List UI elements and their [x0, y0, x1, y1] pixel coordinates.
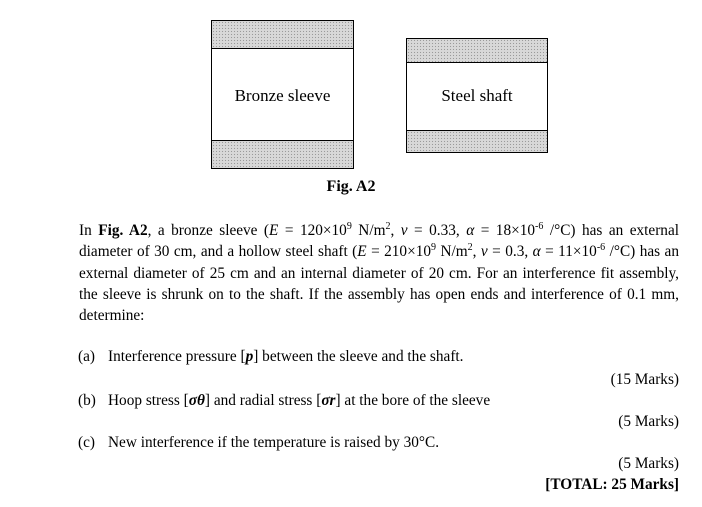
question-c-tag: (c) [78, 434, 95, 451]
bronze-sleeve-top-wall [212, 21, 353, 49]
bronze-sleeve-diagram [211, 20, 354, 169]
question-b-tag: (b) [78, 392, 96, 409]
question-c-marks: (5 Marks) [618, 455, 679, 472]
question-a-marks: (15 Marks) [610, 371, 679, 388]
bronze-sleeve-label: Bronze sleeve [234, 86, 331, 105]
problem-statement: In Fig. A2, a bronze sleeve ($E = 120\times 10^9$ $N/m^2$, ν = 0.33, $\alpha = 18\times 10^{-6}$ /°C) has an external diameter of 30 cm, and a hollow steel shaft ($E = 210\times 10^9$ $N/m^2$, ν = 0.3, $\alpha = 11\times 10^{-6}$ /°C) has an external diameter of 25 cm and an internal diameter of 20 cm. For an interference fit assembly, the sleeve is shrunk on to the shaft. If the assembly has open ends and interference of 0.1 mm, determine: [79, 220, 679, 325]
question-b-marks: (5 Marks) [618, 413, 679, 430]
question-a: (a) Interference pressure [p] between the sleeve and the shaft. [78, 348, 464, 365]
question-a-tag: (a) [78, 348, 95, 365]
steel-shaft-bottom-wall [407, 130, 547, 152]
question-b: (b) Hoop stress [σθ] and radial stress [σr] at the bore of the sleeve [78, 392, 491, 409]
question-c: (c) New interference if the temperature is raised by 30°C. [78, 434, 440, 451]
steel-shaft-diagram [406, 38, 548, 153]
steel-shaft-top-wall [407, 39, 547, 63]
steel-shaft-label: Steel shaft [441, 86, 513, 105]
bronze-sleeve-bottom-wall [212, 140, 353, 168]
figure-caption: Fig. A2 [326, 178, 376, 195]
total-marks: [TOTAL: 25 Marks] [545, 476, 679, 493]
